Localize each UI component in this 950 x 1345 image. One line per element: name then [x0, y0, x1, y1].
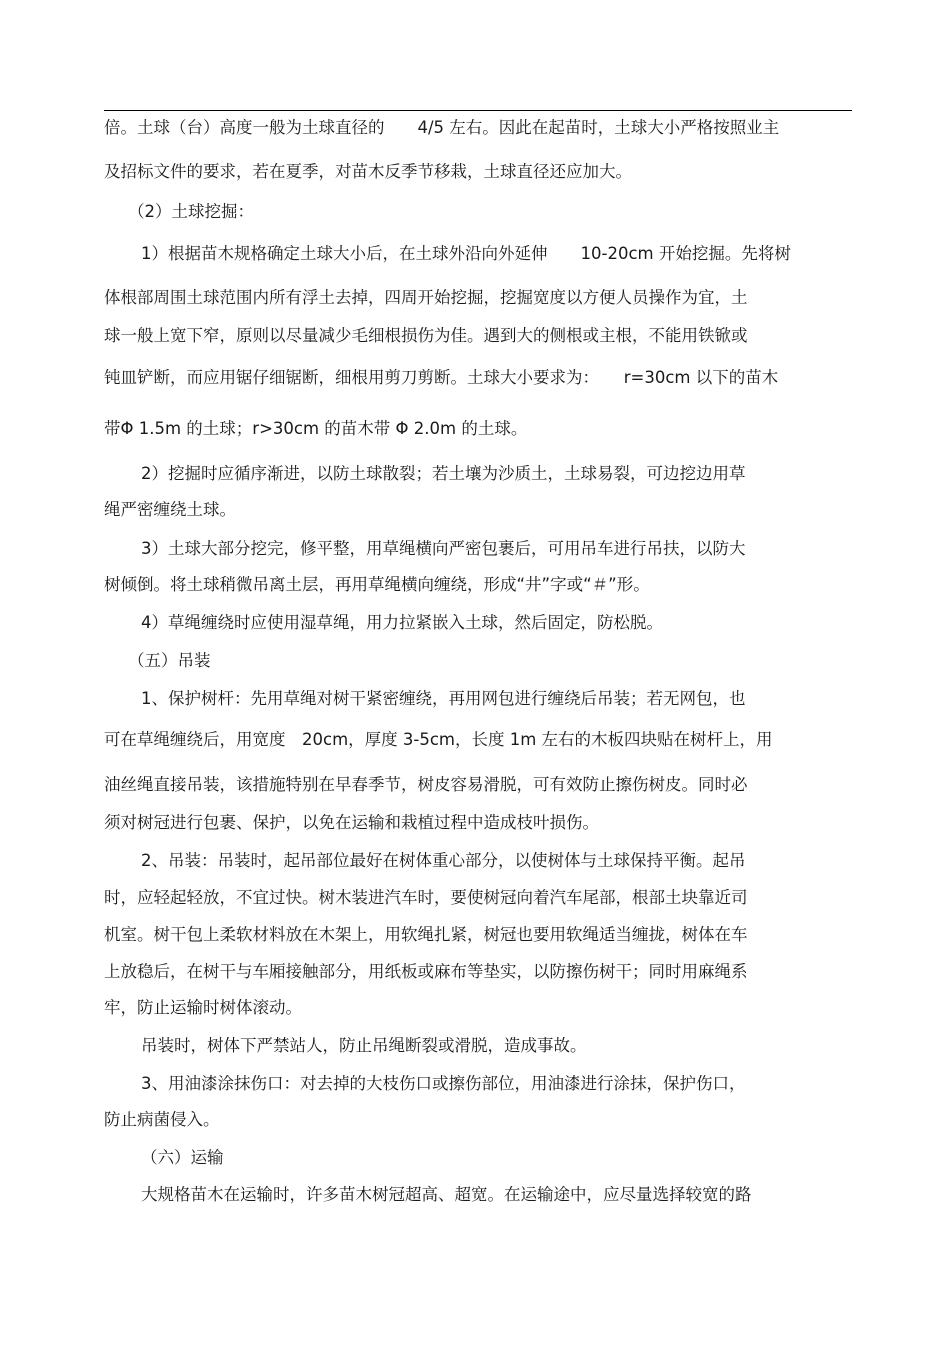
text-line: 大规格苗木在运输时，许多苗木树冠超高、超宽。在运输途中，应尽量选择较宽的路: [141, 1185, 752, 1204]
text-line: 油丝绳直接吊装，该措施特别在早春季节，树皮容易滑脱，可有效防止擦伤树皮。同时必: [104, 775, 748, 794]
text-line: 2、吊装：吊装时，起吊部位最好在树体重心部分，以使树体与土球保持平衡。起吊: [141, 851, 746, 870]
text-line: 时，应轻起轻放，不宜过快。树木装进汽车时，要使树冠向着汽车尾部，根部土块靠近司: [104, 888, 748, 907]
text-line: 树倾倒。将土球稍微吊离土层，再用草绳横向缠绕，形成“井”字或“＃”形。: [104, 575, 650, 594]
text-line: 3）土球大部分挖完，修平整，用草绳横向严密包裹后，可用吊车进行吊扶，以防大: [141, 539, 746, 558]
text-line: 4）草绳缠绕时应使用湿草绳，用力拉紧嵌入土球，然后固定，防松脱。: [141, 613, 663, 632]
text-line: 机室。树干包上柔软材料放在木架上，用软绳扎紧，树冠也要用软绳适当缠拢，树体在车: [104, 925, 748, 944]
text-line: （五）吊装: [128, 651, 211, 670]
text-line: 可在草绳缠绕后，用宽度 20cm，厚度 3-5cm，长度 1m 左右的木板四块贴在树杆上，用: [104, 730, 773, 749]
text-line: 须对树冠进行包裹、保护，以免在运输和栽植过程中造成枝叶损伤。: [104, 813, 599, 832]
text-line: 吊装时，树体下严禁站人，防止吊绳断裂或滑脱，造成事故。: [141, 1036, 587, 1055]
text-line: 防止病菌侵入。: [104, 1110, 220, 1129]
text-line: （2）土球挖掘：: [128, 202, 254, 221]
text-line: 牢，防止运输时树体滚动。: [104, 998, 302, 1017]
text-line: 及招标文件的要求，若在夏季，对苗木反季节移栽，土球直径还应加大。: [104, 162, 632, 181]
text-line: 2）挖掘时应循序渐进，以防土球散裂；若土壤为沙质土，土球易裂，可边挖边用草: [141, 464, 746, 483]
text-line: 上放稳后，在树干与车厢接触部分，用纸板或麻布等垫实，以防擦伤树干；同时用麻绳系: [104, 962, 748, 981]
text-line: 1）根据苗木规格确定土球大小后，在土球外沿向外延伸 10-20cm 开始挖掘。先将树: [141, 244, 791, 263]
text-line: 1、保护树杆：先用草绳对树干紧密缠绕，再用网包进行缠绕后吊装；若无网包，也: [141, 689, 746, 708]
text-line: 带Φ 1.5m 的土球；r>30cm 的苗木带 Φ 2.0m 的土球。: [104, 419, 528, 438]
text-line: 球一般上宽下窄，原则以尽量减少毛细根损伤为佳。遇到大的侧根或主根，不能用铁锨或: [104, 326, 748, 345]
header-rule: [104, 110, 852, 111]
text-line: 3、用油漆涂抹伤口：对去掉的大枝伤口或擦伤部位，用油漆进行涂抹，保护伤口，: [141, 1074, 746, 1093]
text-line: 体根部周围土球范围内所有浮土去掉，四周开始挖掘，挖掘宽度以方便人员操作为宜，土: [104, 288, 748, 307]
text-line: 绳严密缠绕土球。: [104, 500, 236, 519]
text-line: 钝皿铲断，而应用锯仔细锯断，细根用剪刀剪断。土球大小要求为： r=30cm 以下的苗木: [104, 368, 779, 387]
text-line: 倍。土球（台）高度一般为土球直径的 4/5 左右。因此在起苗时，土球大小严格按照业主: [104, 118, 780, 137]
text-line: （六）运输: [141, 1148, 224, 1167]
